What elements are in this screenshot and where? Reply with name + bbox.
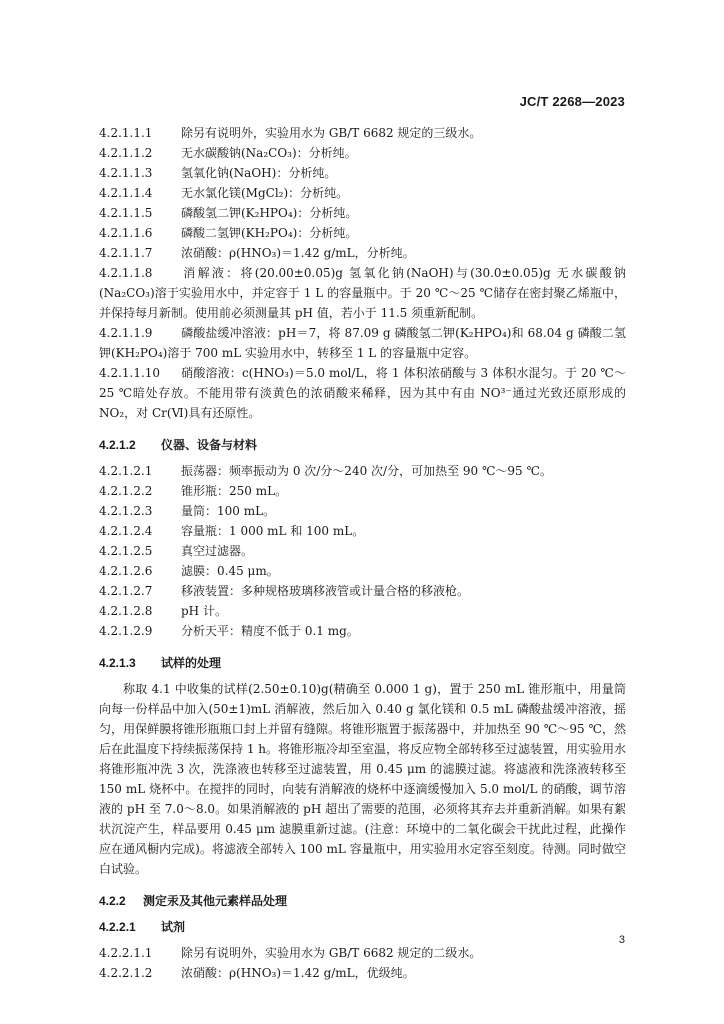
clause-number: 4.2.1.2.5 xyxy=(99,544,153,558)
heading-4-2-2 xyxy=(99,891,626,911)
clause-text: 容量瓶：1 000 mL 和 100 mL。 xyxy=(181,524,365,538)
standard-code: JC/T 2268—2023 xyxy=(519,94,625,109)
clause-text: 磷酸盐缓冲溶液：pH＝7，将 87.09 g 磷酸氢二钾(K₂HPO₄)和 68.04 g 磷酸二氢钾(KH₂PO₄)溶于 700 mL 实验用水中，转移至 1 L 的容量瓶中定容。 xyxy=(99,326,626,360)
clause-number: 4.2.1.1.8 xyxy=(99,266,153,280)
clause-4-2-1-2-5 xyxy=(99,541,626,561)
clause-text: 浓硝酸：ρ(HNO₃)＝1.42 g/mL，优级纯。 xyxy=(181,966,415,980)
clause-4-2-2-1-1 xyxy=(99,943,626,963)
heading-4-2-2-1 xyxy=(99,917,626,937)
clause-text: 浓硝酸：ρ(HNO₃)＝1.42 g/mL，分析纯。 xyxy=(181,246,415,260)
spacer xyxy=(99,423,626,435)
clause-4-2-1-2-7 xyxy=(99,581,626,601)
clause-4-2-1-2-3 xyxy=(99,501,626,521)
spacer xyxy=(99,879,626,891)
heading-title: 测定汞及其他元素样品处理 xyxy=(143,894,288,908)
clause-number: 4.2.1.1.2 xyxy=(99,146,153,160)
heading-title: 仪器、设备与材料 xyxy=(161,438,258,452)
clause-4-2-1-1-1 xyxy=(99,123,626,143)
heading-number: 4.2.2 xyxy=(99,894,126,908)
clause-text: 氢氧化钠(NaOH)：分析纯。 xyxy=(181,166,337,180)
clause-text: 除另有说明外，实验用水为 GB/T 6682 规定的三级水。 xyxy=(181,126,482,140)
clause-4-2-1-1-10 xyxy=(99,363,626,423)
clause-text: 振荡器：频率振动为 0 次/分～240 次/分，可加热至 90 ℃～95 ℃。 xyxy=(181,464,552,478)
clause-number: 4.2.1.2.9 xyxy=(99,624,153,638)
heading-title: 试样的处理 xyxy=(161,656,222,670)
clause-4-2-1-2-2 xyxy=(99,481,626,501)
clause-4-2-1-1-2 xyxy=(99,143,626,163)
clause-number: 4.2.1.1.9 xyxy=(99,326,153,340)
clause-text: 磷酸氢二钾(K₂HPO₄)：分析纯。 xyxy=(181,206,358,220)
clause-4-2-1-1-6 xyxy=(99,223,626,243)
clause-text: pH 计。 xyxy=(181,604,227,618)
clause-text: 无水氯化镁(MgCl₂)：分析纯。 xyxy=(181,186,349,200)
document-body xyxy=(99,123,626,983)
clause-4-2-1-1-9 xyxy=(99,323,626,363)
clause-4-2-1-1-7 xyxy=(99,243,626,263)
clause-4-2-1-2-4 xyxy=(99,521,626,541)
clause-number: 4.2.1.2.1 xyxy=(99,464,153,478)
clause-number: 4.2.1.2.4 xyxy=(99,524,153,538)
heading-4-2-1-3 xyxy=(99,653,626,673)
clause-4-2-1-1-5 xyxy=(99,203,626,223)
clause-number: 4.2.1.1.10 xyxy=(99,366,161,380)
clause-number: 4.2.2.1.2 xyxy=(99,966,153,980)
heading-number: 4.2.1.3 xyxy=(99,656,136,670)
heading-4-2-1-2 xyxy=(99,435,626,455)
clause-text: 锥形瓶：250 mL。 xyxy=(181,484,288,498)
clause-number: 4.2.1.1.7 xyxy=(99,246,153,260)
clause-number: 4.2.1.2.2 xyxy=(99,484,153,498)
clause-number: 4.2.1.1.6 xyxy=(99,226,153,240)
clause-4-2-1-1-8 xyxy=(99,263,626,323)
clause-number: 4.2.2.1.1 xyxy=(99,946,153,960)
clause-text: 无水碳酸钠(Na₂CO₃)：分析纯。 xyxy=(181,146,357,160)
heading-number: 4.2.1.2 xyxy=(99,438,136,452)
clause-4-2-1-2-8 xyxy=(99,601,626,621)
clause-text: 滤膜：0.45 μm。 xyxy=(181,564,279,578)
clause-number: 4.2.1.2.7 xyxy=(99,584,153,598)
clause-4-2-2-1-2 xyxy=(99,963,626,983)
clause-4-2-1-1-4 xyxy=(99,183,626,203)
clause-text: 硝酸溶液：c(HNO₃)＝5.0 mol/L，将 1 体积浓硝酸与 3 体积水混匀。于 20 ℃～25 ℃暗处存放。不能用带有淡黄色的浓硝酸来稀释，因为其中有由 NO³⁻通过光致还原形成的 NO₂，对 Cr(Ⅵ)具有还原性。 xyxy=(99,366,626,420)
clause-text: 真空过滤器。 xyxy=(181,544,254,558)
clause-number: 4.2.1.1.4 xyxy=(99,186,153,200)
clause-number: 4.2.1.2.8 xyxy=(99,604,153,618)
clause-text: 量筒：100 mL。 xyxy=(181,504,276,518)
clause-text: 消解液：将(20.00±0.05)g 氢氧化钠(NaOH)与(30.0±0.05)g 无水碳酸钠(Na₂CO₃)溶于实验用水中，并定容于 1 L 的容量瓶中。于 20 ℃～25 ℃储存在密封聚乙烯瓶中，并保持每月新制。使用前必须测量其 pH 值，若小于 11.5 须重新配制。 xyxy=(99,266,626,320)
clause-number: 4.2.1.2.6 xyxy=(99,564,153,578)
spacer xyxy=(99,641,626,653)
heading-title: 试剂 xyxy=(161,920,186,934)
clause-4-2-1-2-6 xyxy=(99,561,626,581)
clause-text: 磷酸二氢钾(KH₂PO₄)：分析纯。 xyxy=(181,226,358,240)
clause-4-2-1-2-1 xyxy=(99,461,626,481)
clause-number: 4.2.1.2.3 xyxy=(99,504,153,518)
clause-number: 4.2.1.1.3 xyxy=(99,166,153,180)
procedure-paragraph: 称取 4.1 中收集的试样(2.50±0.10)g(精确至 0.000 1 g)，置于 250 mL 锥形瓶中，用量筒向每一份样品中加入(50±1)mL 消解液，然后加入 0.40 g 氯化镁和 0.5 mL 磷酸盐缓冲溶液，摇匀，用保鲜膜将锥形瓶瓶口封上并留有缝隙。将锥形瓶置于振荡器中，并加热至 90 ℃～95 ℃，然后在此温度下持续振荡保持 1 h。将锥形瓶冷却至室温，将反应物全部转移至过滤装置，用实验用水将锥形瓶冲洗 3 次，洗涤液也转移至过滤装置，用 0.45 μm 的滤膜过滤。将滤液和洗涤液转移至 150 mL 烧杯中。在搅拌的同时，向装有消解液的烧杯中逐滴缓慢加入 5.0 mol/L 的硝酸，调节溶液的 pH 至 7.0～8.0。如果消解液的 pH 超出了需要的范围，必须将其弃去并重新消解。如果有絮状沉淀产生，样品要用 0.45 μm 滤膜重新过滤。(注意：环境中的二氧化碳会干扰此过程，此操作应在通风橱内完成)。将滤液全部转入 100 mL 容量瓶中，用实验用水定容至刻度。待测。同时做空白试验。 xyxy=(99,682,626,876)
clause-text: 除另有说明外，实验用水为 GB/T 6682 规定的二级水。 xyxy=(181,946,482,960)
clause-number: 4.2.1.1.5 xyxy=(99,206,153,220)
page-number: 3 xyxy=(618,934,625,946)
clause-4-2-1-2-9 xyxy=(99,621,626,641)
heading-number: 4.2.2.1 xyxy=(99,920,136,934)
clause-text: 移液装置：多种规格玻璃移液管或计量合格的移液枪。 xyxy=(181,584,470,598)
clause-number: 4.2.1.1.1 xyxy=(99,126,153,140)
clause-text: 分析天平：精度不低于 0.1 mg。 xyxy=(181,624,359,638)
clause-4-2-1-1-3 xyxy=(99,163,626,183)
